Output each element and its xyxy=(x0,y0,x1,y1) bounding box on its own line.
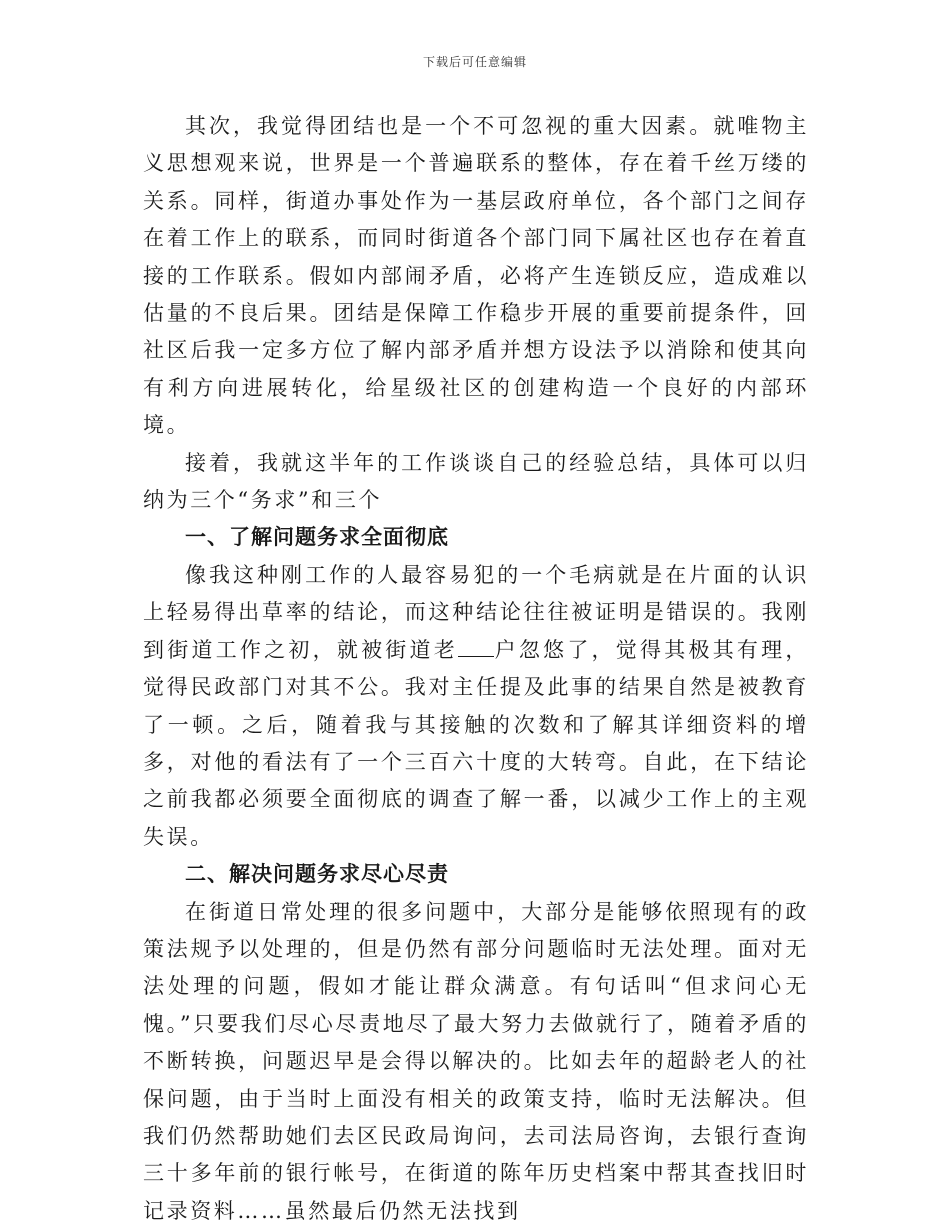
section-heading-understand: 一、了解问题务求全面彻底 xyxy=(185,525,449,550)
paragraph-solve: 在街道日常处理的很多问题中，大部分是能够依照现有的政策法规予以处理的，但是仍然有部分问题临时无法处理。面对无法处理的问题，假如才能让群众满意。有句话叫“但求问心无愧。”只要我们尽心尽责地尽了最大努力去做就行了，随着矛盾的不断转换，问题迟早是会得以解决的。比如去年的超龄老人的社保问题，由于当时上面没有相关的政策支持，临时无法解决。但我们仍然帮助她们去区民政局询问，去司法局咨询，去银行查询三十多年前的银行帐号，在街道的陈年历史档案中帮其查找旧时记录资料……虽然最后仍然无法找到 xyxy=(143,899,809,1223)
page-header: 下载后可任意编辑 xyxy=(422,55,527,69)
blank-underline xyxy=(458,635,494,657)
paragraph-summary-intro: 接着，我就这半年的工作谈谈自己的经验总结，具体可以归纳为三个“务求”和三个 xyxy=(143,450,809,513)
paragraph-unity: 其次，我觉得团结也是一个不可忽视的重大因素。就唯物主义思想观来说，世界是一个普遍联系的整体，存在着千丝万缕的关系。同样，街道办事处作为一基层政府单位，各个部门之间存在着工作上的联系，而同时街道各个部门同下属社区也存在着直接的工作联系。假如内部闹矛盾，必将产生连锁反应，造成难以估量的不良后果。团结是保障工作稳步开展的重要前提条件，回社区后我一定多方位了解内部矛盾并想方设法予以消除和使其向有利方向进展转化，给星级社区的创建构造一个良好的内部环境。 xyxy=(143,114,809,438)
document-body xyxy=(143,108,809,1230)
paragraph-understand-part-2: 户忽悠了，觉得其极其有理，觉得民政部门对其不公。我对主任提及此事的结果自然是被教育了一顿。之后，随着我与其接触的次数和了解其详细资料的增多，对他的看法有了一个三百六十度的大转弯。自此，在下结论之前我都必须要全面彻底的调查了解一番，以减少工作上的主观失误。 xyxy=(143,637,809,849)
section-heading-solve: 二、解决问题务求尽心尽责 xyxy=(185,862,449,887)
paragraph-understand xyxy=(143,557,809,856)
paragraph-understand-part-1: 像我这种刚工作的人最容易犯的一个毛病就是在片面的认识上轻易得出草率的结论，而这种结论往往被证明是错误的。我刚到街道工作之初，就被街道老 xyxy=(143,562,809,662)
